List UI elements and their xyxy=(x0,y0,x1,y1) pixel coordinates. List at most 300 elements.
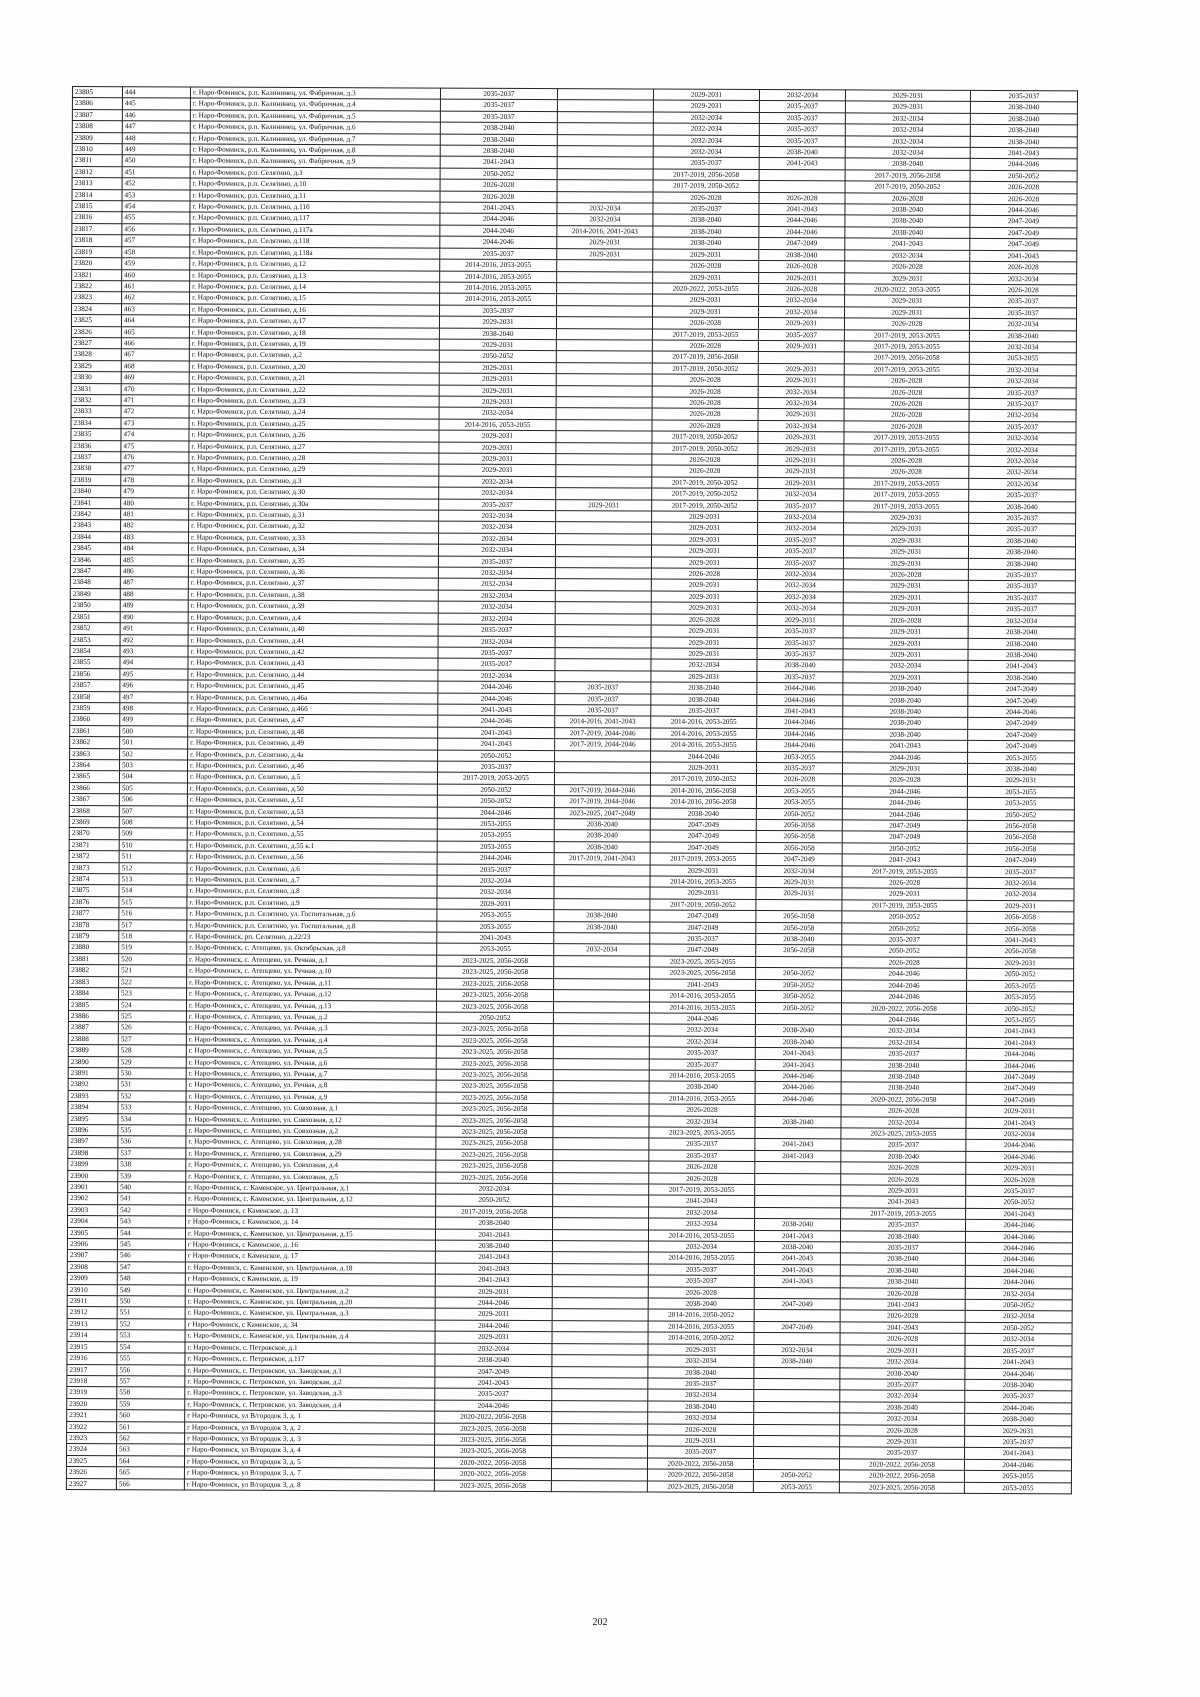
period-cell-4 xyxy=(755,1013,841,1025)
period-cell-4: 2032-2034 xyxy=(758,489,844,501)
period-cell-1: 2038-2040 xyxy=(435,1240,552,1252)
period-cell-5: 2038-2040 xyxy=(841,1151,966,1163)
address-cell: г. Наро-Фоминск, р.п. Селятино, д.43 xyxy=(188,657,438,669)
row-number-cell: 526 xyxy=(118,1022,186,1034)
address-cell: г. Наро-Фоминск, с. Атепцево, ул. Речная, д.9 xyxy=(186,1091,436,1103)
period-cell-4: 2029-2031 xyxy=(758,443,844,455)
address-cell: г. Наро-Фоминск, с. Атепцево, ул. Речная, д.2 xyxy=(186,1011,436,1023)
period-cell-4: 2041-2043 xyxy=(759,204,845,216)
row-number-cell: 474 xyxy=(121,429,189,441)
period-cell-2 xyxy=(556,488,652,500)
row-number-cell: 501 xyxy=(120,737,188,749)
period-cell-1: 2041-2043 xyxy=(435,1274,552,1286)
period-cell-5: 2017-2019, 2056-2058 xyxy=(844,352,969,364)
period-cell-6: 2032-2034 xyxy=(969,364,1076,376)
period-cell-2 xyxy=(554,864,650,876)
period-cell-3: 2014-2016, 2053-2055 xyxy=(651,739,757,751)
period-cell-4: 2029-2031 xyxy=(758,466,844,478)
period-cell-1: 2035-2037 xyxy=(440,88,557,100)
row-number-cell: 497 xyxy=(120,691,188,703)
address-cell: г. Наро-Фоминск, р.п. Селятино, д.45 xyxy=(188,680,438,692)
period-cell-2 xyxy=(553,1138,649,1150)
period-cell-4: 2032-2034 xyxy=(757,591,843,603)
period-cell-5: 2035-2037 xyxy=(842,934,967,946)
period-cell-3: 2029-2031 xyxy=(651,580,757,592)
row-number-cell: 510 xyxy=(119,840,187,852)
period-cell-6: 2026-2028 xyxy=(970,284,1077,296)
row-number-cell: 531 xyxy=(118,1079,186,1091)
row-number-cell: 475 xyxy=(121,440,189,452)
period-cell-3: 2035-2037 xyxy=(650,933,756,945)
period-cell-1: 2032-2034 xyxy=(438,579,555,591)
address-cell: г. Наро-Фоминск, с. Атепцево, ул. Совхозная, д.28 xyxy=(186,1136,436,1148)
period-cell-4: 2053-2055 xyxy=(756,785,842,797)
period-cell-6: 2035-2037 xyxy=(970,296,1077,308)
period-cell-2 xyxy=(552,1320,648,1332)
row-number-cell: 484 xyxy=(120,543,188,555)
period-cell-1: 2035-2037 xyxy=(439,499,556,511)
period-cell-1: 2014-2016, 2053-2055 xyxy=(439,419,556,431)
period-cell-6: 2032-2034 xyxy=(969,433,1076,445)
address-cell: г. Наро-Фоминск, р.п. Селятино, д.13 xyxy=(190,270,440,282)
period-cell-6: 2053-2055 xyxy=(967,786,1074,798)
period-cell-6: 2035-2037 xyxy=(967,866,1074,878)
period-cell-4: 2041-2043 xyxy=(755,1150,841,1162)
period-cell-6: 2053-2055 xyxy=(967,980,1074,992)
period-cell-5: 2038-2040 xyxy=(841,1082,966,1094)
period-cell-5: 2029-2031 xyxy=(845,272,970,284)
period-cell-5: 2029-2031 xyxy=(844,307,969,319)
period-cell-3: 2026-2028 xyxy=(652,454,758,466)
period-cell-4: 2041-2043 xyxy=(759,158,845,170)
row-id-cell: 23867 xyxy=(69,794,119,806)
address-cell: г. Наро-Фоминск, р.п. Селятино, д.28 xyxy=(189,452,439,464)
period-cell-3: 2035-2037 xyxy=(648,1275,754,1287)
row-id-cell: 23862 xyxy=(70,737,120,749)
period-cell-5: 2044-2046 xyxy=(842,968,967,980)
period-cell-2 xyxy=(551,1469,647,1481)
period-cell-1: 2044-2046 xyxy=(440,214,557,226)
row-number-cell: 482 xyxy=(121,520,189,532)
row-id-cell: 23904 xyxy=(68,1216,118,1228)
period-cell-1: 2014-2016, 2053-2055 xyxy=(440,282,557,294)
period-cell-5: 2035-2037 xyxy=(840,1379,965,1391)
period-cell-2 xyxy=(553,1081,649,1093)
period-cell-4: 2032-2034 xyxy=(756,865,842,877)
period-cell-2: 2038-2040 xyxy=(554,830,650,842)
period-cell-4: 2026-2028 xyxy=(759,283,845,295)
period-cell-1: 2041-2043 xyxy=(435,1252,552,1264)
row-id-cell: 23882 xyxy=(69,965,119,977)
row-id-cell: 23893 xyxy=(68,1090,118,1102)
period-cell-5: 2029-2031 xyxy=(840,1345,965,1357)
row-number-cell: 479 xyxy=(121,486,189,498)
period-cell-1: 2032-2034 xyxy=(439,476,556,488)
address-cell: г. Наро-Фоминск, р.п. Селятино, ул. Госпитальная, д.8 xyxy=(187,920,437,932)
row-id-cell: 23916 xyxy=(67,1353,117,1365)
period-cell-5: 2038-2040 xyxy=(843,683,968,695)
row-id-cell: 23902 xyxy=(68,1193,118,1205)
period-cell-3: 2032-2034 xyxy=(648,1412,754,1424)
row-id-cell: 23907 xyxy=(67,1250,117,1262)
period-cell-3: 2020-2022, 2056-2058 xyxy=(647,1458,753,1470)
period-cell-3: 2026-2028 xyxy=(649,1161,755,1173)
period-cell-1: 2023-2025, 2056-2058 xyxy=(436,1103,553,1115)
period-cell-3: 2035-2037 xyxy=(649,1059,755,1071)
period-cell-2 xyxy=(552,1366,648,1378)
period-cell-5: 2029-2031 xyxy=(843,558,968,570)
period-cell-1: 2044-2046 xyxy=(440,236,557,248)
address-cell: г Наро-Фоминск, с Каменское, д. 19 xyxy=(185,1273,435,1285)
row-number-cell: 536 xyxy=(118,1136,186,1148)
period-cell-6: 2050-2052 xyxy=(967,969,1074,981)
row-number-cell: 470 xyxy=(121,383,189,395)
period-cell-4: 2035-2037 xyxy=(757,671,843,683)
period-cell-1: 2032-2034 xyxy=(438,544,555,556)
period-cell-3: 2014-2016, 2053-2055 xyxy=(651,716,757,728)
period-cell-5: 2026-2028 xyxy=(844,318,969,330)
period-cell-6: 2035-2037 xyxy=(968,581,1075,593)
address-cell: г. Наро-Фоминск, с. Петровское, ул. Заводская, д.4 xyxy=(185,1399,435,1411)
period-cell-1: 2020-2022, 2056-2058 xyxy=(434,1468,551,1480)
period-cell-2 xyxy=(553,1184,649,1196)
period-cell-1: 2044-2046 xyxy=(438,681,555,693)
address-cell: г. Наро-Фоминск, р.п. Селятино, д.29 xyxy=(189,463,439,475)
period-cell-4: 2050-2052 xyxy=(756,968,842,980)
period-cell-3: 2023-2025, 2056-2058 xyxy=(647,1481,753,1493)
address-cell: г Наро-Фоминск, ул В/городок 3, д. 3 xyxy=(185,1433,435,1445)
row-number-cell: 530 xyxy=(118,1068,186,1080)
period-cell-3: 2029-2031 xyxy=(652,522,758,534)
address-cell: г. Наро-Фоминск, р.п. Селятино, д.56 xyxy=(187,851,437,863)
period-cell-6: 2026-2028 xyxy=(966,1174,1073,1186)
address-cell: г. Наро-Фоминск, р.п. Селятино, д.46б xyxy=(188,703,438,715)
row-number-cell: 504 xyxy=(119,771,187,783)
period-cell-1: 2053-2055 xyxy=(437,944,554,956)
period-cell-5: 2029-2031 xyxy=(843,592,968,604)
period-cell-1: 2023-2025, 2056-2058 xyxy=(436,1023,553,1035)
row-number-cell: 449 xyxy=(122,144,190,156)
period-cell-6: 2044-2046 xyxy=(968,706,1075,718)
address-cell: г. Наро-Фоминск, с. Атепцево, ул. Речная, д.4 xyxy=(186,1034,436,1046)
address-cell: г. Наро-Фоминск, р.п. Селятино, д.55 xyxy=(187,828,437,840)
row-id-cell: 23811 xyxy=(72,155,122,167)
address-cell: г. Наро-Фоминск, р.п. Селятино, д.18 xyxy=(189,327,439,339)
row-id-cell: 23864 xyxy=(70,759,120,771)
period-cell-5: 2044-2046 xyxy=(842,786,967,798)
period-cell-5: 2026-2028 xyxy=(844,375,969,387)
period-cell-5: 2032-2034 xyxy=(840,1390,965,1402)
address-cell: г. Наро-Фоминск, р.п. Селятино, д.117 xyxy=(190,212,440,224)
period-cell-3: 2035-2037 xyxy=(649,1047,755,1059)
period-cell-6: 2047-2049 xyxy=(968,729,1075,741)
period-cell-4: 2041-2043 xyxy=(754,1230,840,1242)
row-number-cell: 509 xyxy=(119,828,187,840)
period-cell-1: 2023-2025, 2056-2058 xyxy=(437,989,554,1001)
period-cell-3: 2029-2031 xyxy=(648,1435,754,1447)
period-cell-4: 2038-2040 xyxy=(756,934,842,946)
row-id-cell: 23925 xyxy=(66,1455,116,1467)
period-cell-2: 2017-2019, 2041-2043 xyxy=(554,853,650,865)
period-cell-4: 2044-2046 xyxy=(755,1093,841,1105)
row-number-cell: 545 xyxy=(117,1239,185,1251)
period-cell-3: 2035-2037 xyxy=(648,1446,754,1458)
period-cell-5: 2020-2022, 2053-2055 xyxy=(845,284,970,296)
row-id-cell: 23830 xyxy=(71,372,121,384)
period-cell-4 xyxy=(758,352,844,364)
period-cell-3: 2032-2034 xyxy=(648,1389,754,1401)
row-id-cell: 23831 xyxy=(71,383,121,395)
row-number-cell: 555 xyxy=(117,1353,185,1365)
row-id-cell: 23819 xyxy=(72,246,122,258)
row-number-cell: 469 xyxy=(121,372,189,384)
period-cell-5: 2017-2019, 2053-2055 xyxy=(844,489,969,501)
period-cell-6: 2038-2040 xyxy=(968,672,1075,684)
period-cell-3: 2029-2031 xyxy=(653,272,759,284)
period-cell-3: 2026-2028 xyxy=(651,568,757,580)
period-cell-1: 2044-2046 xyxy=(438,693,555,705)
address-cell: г. Наро-Фоминск, р.п. Селятино, д.20 xyxy=(189,361,439,373)
address-cell: г. Наро-Фоминск, р.п. Селятино, д.37 xyxy=(188,577,438,589)
period-cell-3: 2026-2028 xyxy=(652,465,758,477)
period-cell-3: 2026-2028 xyxy=(648,1424,754,1436)
period-cell-1: 2053-2055 xyxy=(437,841,554,853)
period-cell-3: 2047-2049 xyxy=(650,842,756,854)
row-id-cell: 23858 xyxy=(70,691,120,703)
period-cell-6: 2056-2058 xyxy=(967,912,1074,924)
period-cell-2 xyxy=(557,100,653,112)
period-cell-5: 2032-2034 xyxy=(840,1413,965,1425)
row-id-cell: 23921 xyxy=(67,1410,117,1422)
row-number-cell: 490 xyxy=(120,611,188,623)
period-cell-3: 2026-2028 xyxy=(649,1173,755,1185)
period-cell-4: 2029-2031 xyxy=(758,318,844,330)
address-cell: г. Наро-Фоминск, р.п. Селятино, д.11 xyxy=(190,190,440,202)
period-cell-6: 2050-2052 xyxy=(966,1197,1073,1209)
address-cell: г. Наро-Фоминск, р.п. Селятино, д.5 xyxy=(187,771,437,783)
address-cell: г Наро-Фоминск, с Каменское, д. 13 xyxy=(186,1205,436,1217)
address-cell: г. Наро-Фоминск, р.п. Калининец, ул. Фабричная, д.8 xyxy=(190,144,440,156)
row-id-cell: 23856 xyxy=(70,668,120,680)
period-cell-6: 2044-2046 xyxy=(965,1231,1072,1243)
period-cell-6: 2038-2040 xyxy=(968,627,1075,639)
period-cell-5: 2047-2049 xyxy=(842,831,967,843)
period-cell-4: 2032-2034 xyxy=(757,569,843,581)
row-number-cell: 473 xyxy=(121,417,189,429)
period-cell-4 xyxy=(754,1413,840,1425)
period-cell-2 xyxy=(554,898,650,910)
period-cell-1: 2029-2031 xyxy=(435,1286,552,1298)
period-cell-2: 2038-2040 xyxy=(554,921,650,933)
row-id-cell: 23828 xyxy=(71,349,121,361)
row-id-cell: 23833 xyxy=(71,406,121,418)
period-cell-6: 2050-2052 xyxy=(965,1322,1072,1334)
period-cell-2: 2032-2034 xyxy=(554,944,650,956)
period-cell-3: 2035-2037 xyxy=(649,1150,755,1162)
address-cell: г. Наро-Фоминск, р.п. Калининец, ул. Фабричная, д.7 xyxy=(190,133,440,145)
period-cell-2 xyxy=(556,442,652,454)
period-cell-1: 2023-2025, 2056-2058 xyxy=(436,1035,553,1047)
row-id-cell: 23872 xyxy=(69,851,119,863)
address-cell: г. Наро-Фоминск, с. Атепцево, ул. Совхозная, д.5 xyxy=(186,1171,436,1183)
row-number-cell: 486 xyxy=(120,566,188,578)
period-cell-5: 2017-2019, 2053-2055 xyxy=(844,500,969,512)
period-cell-6: 2056-2058 xyxy=(967,832,1074,844)
period-cell-5: 2038-2040 xyxy=(841,1059,966,1071)
period-cell-6: 2032-2034 xyxy=(969,376,1076,388)
period-cell-2 xyxy=(553,1206,649,1218)
page-number: 202 xyxy=(592,1617,608,1628)
address-cell: г Наро-Фоминск, ул В/городок 3, д. 2 xyxy=(185,1422,435,1434)
row-number-cell: 566 xyxy=(116,1478,184,1490)
row-number-cell: 563 xyxy=(117,1444,185,1456)
period-cell-4: 2047-2049 xyxy=(754,1299,840,1311)
period-cell-5: 2032-2034 xyxy=(845,250,970,262)
period-cell-3: 2032-2034 xyxy=(649,1218,755,1230)
address-cell: г. Наро-Фоминск, р.п. Селятино, д.12 xyxy=(190,258,440,270)
period-cell-1: 2035-2037 xyxy=(440,100,557,112)
period-cell-1: 2053-2055 xyxy=(437,921,554,933)
period-cell-1: 2035-2037 xyxy=(440,248,557,260)
period-cell-2 xyxy=(552,1298,648,1310)
period-cell-3: 2026-2028 xyxy=(652,317,758,329)
period-cell-3: 2026-2028 xyxy=(652,397,758,409)
period-cell-2 xyxy=(553,1035,649,1047)
address-cell: г Наро-Фоминск, с Каменское, д. 16 xyxy=(185,1239,435,1251)
address-cell: г. Наро-Фоминск, р.п. Селятино, д.6 xyxy=(187,863,437,875)
period-cell-2 xyxy=(555,590,651,602)
row-id-cell: 23844 xyxy=(71,531,121,543)
period-cell-2 xyxy=(556,465,652,477)
period-cell-1: 2050-2052 xyxy=(437,795,554,807)
period-cell-2 xyxy=(552,1229,648,1241)
address-cell: г. Наро-Фоминск, с. Каменское, ул. Центральная, д.3 xyxy=(185,1307,435,1319)
period-cell-2 xyxy=(554,955,650,967)
period-cell-6: 2041-2043 xyxy=(965,1448,1072,1460)
address-cell: г Наро-Фоминск, ул В/городок 3, д. 8 xyxy=(184,1479,434,1491)
period-cell-5: 2029-2031 xyxy=(841,1185,966,1197)
period-cell-1: 2035-2037 xyxy=(438,624,555,636)
address-cell: г. Наро-Фоминск, с. Атепцево, ул. Совхозная, д.1 xyxy=(186,1102,436,1114)
period-cell-2 xyxy=(552,1446,648,1458)
period-cell-4: 2035-2037 xyxy=(759,101,845,113)
address-cell: г. Наро-Фоминск, р.п. Селятино, д.16 xyxy=(190,304,440,316)
period-cell-4: 2026-2028 xyxy=(756,774,842,786)
period-cell-5: 2026-2028 xyxy=(844,421,969,433)
period-cell-3: 2017-2019, 2050-2052 xyxy=(653,180,759,192)
row-number-cell: 485 xyxy=(120,554,188,566)
period-cell-4: 2047-2049 xyxy=(756,854,842,866)
period-cell-2 xyxy=(552,1389,648,1401)
row-number-cell: 506 xyxy=(119,794,187,806)
period-cell-1: 2032-2034 xyxy=(439,487,556,499)
row-id-cell: 23859 xyxy=(70,702,120,714)
period-cell-3: 2038-2040 xyxy=(650,808,756,820)
row-number-cell: 450 xyxy=(122,155,190,167)
period-cell-1: 2029-2031 xyxy=(439,339,556,351)
period-cell-2 xyxy=(557,111,653,123)
period-cell-3: 2029-2031 xyxy=(652,534,758,546)
period-cell-5: 2035-2037 xyxy=(840,1447,965,1459)
address-cell: г Наро-Фоминск, с Каменское, д. 34 xyxy=(185,1319,435,1331)
period-cell-4: 2047-2049 xyxy=(754,1321,840,1333)
row-number-cell: 560 xyxy=(117,1410,185,1422)
period-cell-6: 2032-2034 xyxy=(969,410,1076,422)
period-cell-6: 2038-2040 xyxy=(968,649,1075,661)
period-cell-2 xyxy=(556,431,652,443)
row-number-cell: 488 xyxy=(120,589,188,601)
period-cell-3: 2038-2040 xyxy=(648,1401,754,1413)
period-cell-2 xyxy=(552,1378,648,1390)
row-id-cell: 23829 xyxy=(71,360,121,372)
period-cell-4: 2032-2034 xyxy=(758,397,844,409)
address-cell: г. Наро-Фоминск, рп. Селятино, д.22/23 xyxy=(187,931,437,943)
period-cell-2 xyxy=(555,579,651,591)
address-cell: г. Наро-Фоминск, р.п. Селятино, д.118 xyxy=(190,235,440,247)
period-cell-6: 2038-2040 xyxy=(968,638,1075,650)
period-cell-6: 2056-2058 xyxy=(967,923,1074,935)
row-number-cell: 534 xyxy=(118,1113,186,1125)
row-id-cell: 23808 xyxy=(72,121,122,133)
period-cell-5: 2017-2019, 2053-2055 xyxy=(844,329,969,341)
period-cell-3: 2038-2040 xyxy=(653,237,759,249)
row-id-cell: 23865 xyxy=(69,771,119,783)
address-cell: г. Наро-Фоминск, р.п. Селятино, д.42 xyxy=(188,646,438,658)
row-number-cell: 494 xyxy=(120,657,188,669)
row-number-cell: 498 xyxy=(120,703,188,715)
period-cell-1: 2044-2046 xyxy=(435,1297,552,1309)
period-cell-3: 2014-2016, 2053-2055 xyxy=(649,1070,755,1082)
row-number-cell: 513 xyxy=(119,874,187,886)
period-cell-3: 2038-2040 xyxy=(653,226,759,238)
period-cell-5: 2023-2025, 2053-2055 xyxy=(841,1128,966,1140)
address-cell: г. Наро-Фоминск, р.п. Селятино, д.117а xyxy=(190,224,440,236)
period-cell-6: 2053-2055 xyxy=(969,353,1076,365)
period-cell-4: 2032-2034 xyxy=(758,306,844,318)
period-cell-5: 2023-2025, 2056-2058 xyxy=(839,1481,964,1493)
address-cell: г. Наро-Фоминск, с. Петровское, д.1 xyxy=(185,1342,435,1354)
period-cell-6: 2038-2040 xyxy=(968,535,1075,547)
period-cell-3: 2041-2043 xyxy=(650,979,756,991)
row-id-cell: 23879 xyxy=(69,931,119,943)
address-cell: г Наро-Фоминск, ул В/городок 3, д. 7 xyxy=(184,1467,434,1479)
period-cell-3: 2029-2031 xyxy=(651,557,757,569)
period-cell-3: 2029-2031 xyxy=(648,1344,754,1356)
period-cell-3: 2026-2028 xyxy=(652,340,758,352)
period-cell-2 xyxy=(553,1024,649,1036)
period-cell-4: 2041-2043 xyxy=(755,1139,841,1151)
period-cell-5: 2026-2028 xyxy=(841,1105,966,1117)
row-id-cell: 23823 xyxy=(72,292,122,304)
row-id-cell: 23848 xyxy=(70,577,120,589)
period-cell-2 xyxy=(556,305,652,317)
period-cell-1: 2023-2025, 2056-2058 xyxy=(437,966,554,978)
period-cell-3: 2038-2040 xyxy=(648,1367,754,1379)
row-number-cell: 551 xyxy=(117,1307,185,1319)
period-cell-2 xyxy=(555,762,651,774)
row-number-cell: 554 xyxy=(117,1341,185,1353)
period-cell-4: 2056-2058 xyxy=(756,945,842,957)
period-cell-1: 2023-2025, 2056-2058 xyxy=(436,1001,553,1013)
period-cell-1: 2041-2043 xyxy=(435,1263,552,1275)
period-cell-6: 2044-2046 xyxy=(965,1402,1072,1414)
period-cell-5: 2029-2031 xyxy=(845,295,970,307)
period-cell-2: 2038-2040 xyxy=(554,910,650,922)
period-cell-4: 2032-2034 xyxy=(759,295,845,307)
period-cell-2 xyxy=(556,533,652,545)
period-cell-4: 2035-2037 xyxy=(757,648,843,660)
period-cell-2 xyxy=(556,328,652,340)
